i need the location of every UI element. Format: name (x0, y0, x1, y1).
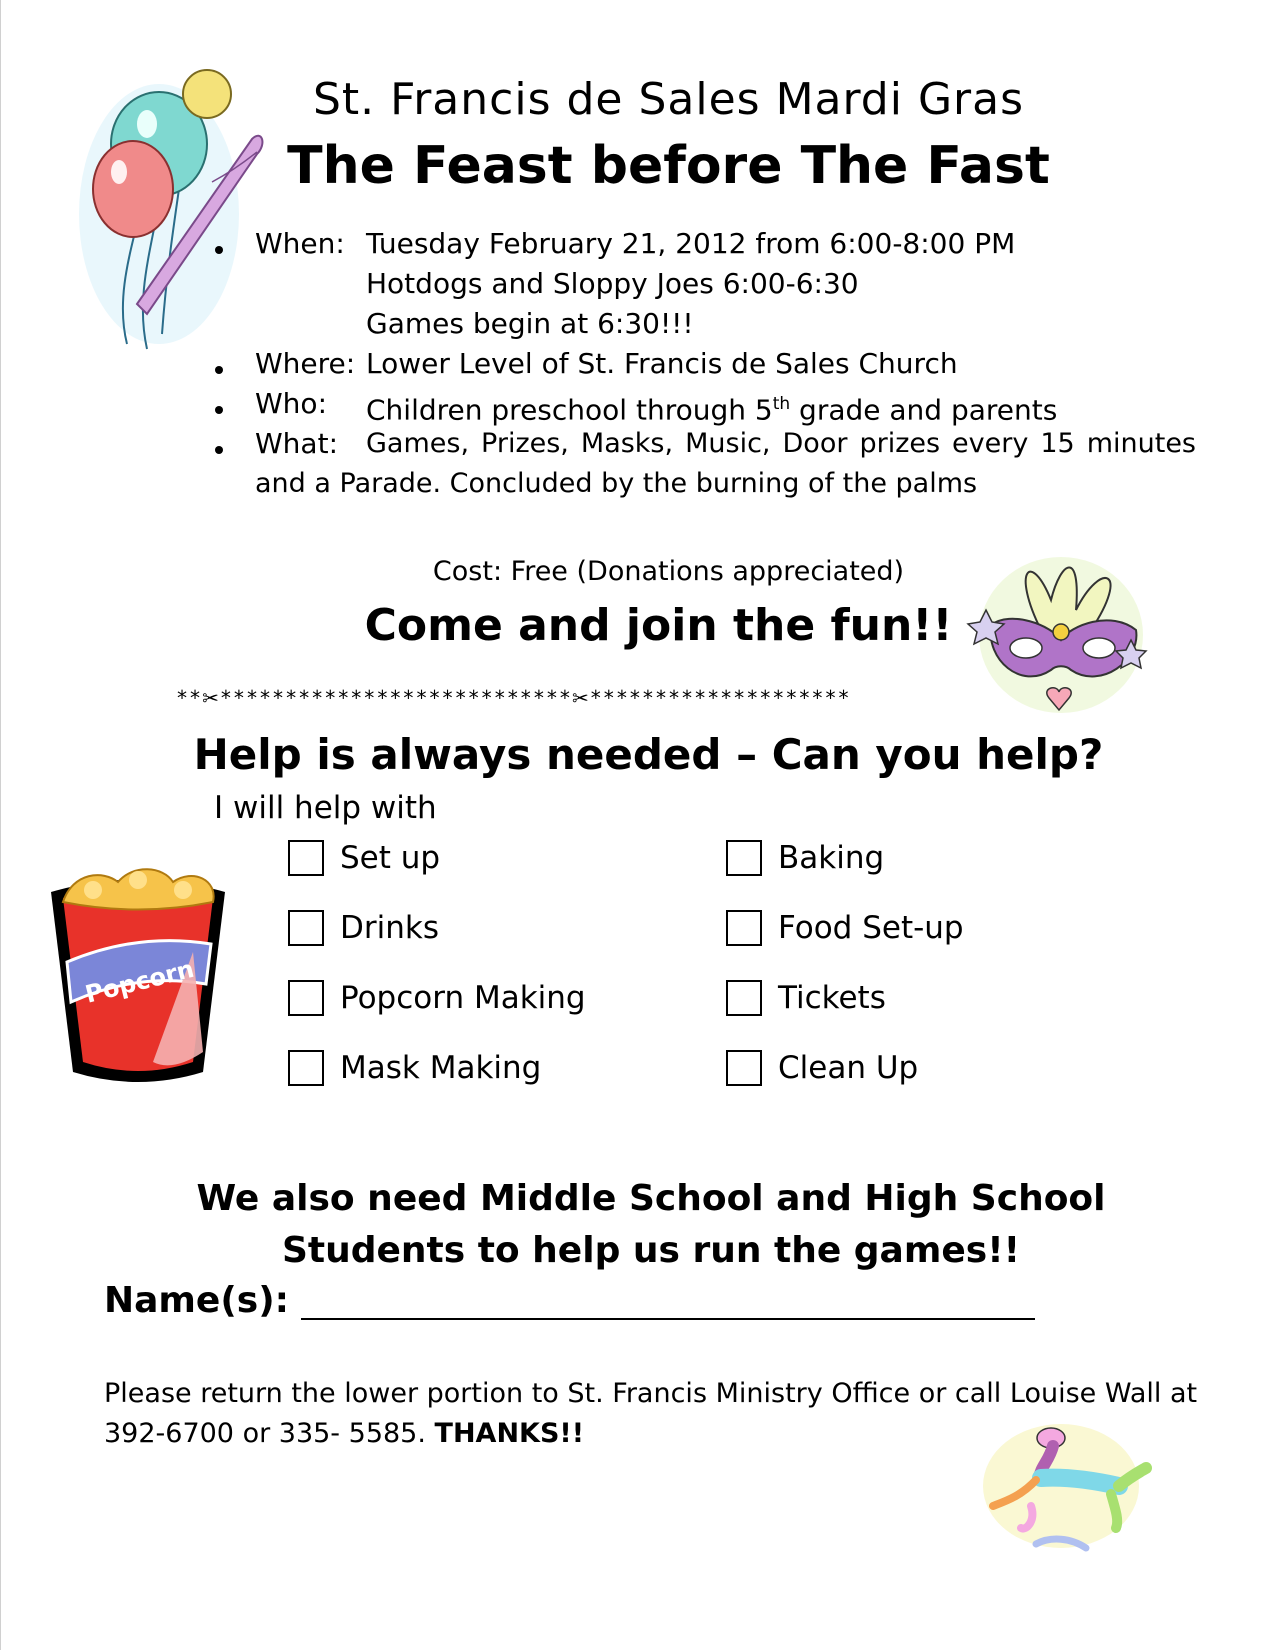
cost-text: Cost: Free (Donations appreciated) (432, 556, 905, 587)
option-label: Tickets (778, 980, 886, 1016)
option-label: Drinks (340, 910, 439, 946)
who-value-sup: th (772, 394, 791, 414)
thanks-text: THANKS!! (434, 1418, 585, 1449)
students-needed-text: We also need Middle School and High School Students to help us run the games!! (196, 1178, 1106, 1271)
option-drinks[interactable] (288, 910, 439, 946)
event-details (1, 224, 1275, 504)
checkbox[interactable] (726, 910, 762, 946)
balloon-animal-clipart (981, 1416, 1151, 1566)
when-line-2: Hotdogs and Sloppy Joes 6:00-6:30 (366, 267, 859, 300)
scissors-icon: ✂ (202, 686, 220, 710)
who-value-text: Children preschool through 5 (366, 393, 773, 427)
who-label: Who: (255, 387, 327, 420)
join-text: Come and join the fun!! (364, 600, 953, 651)
bullet-icon (215, 366, 223, 374)
checkbox[interactable] (726, 980, 762, 1016)
option-label: Mask Making (340, 1050, 542, 1086)
option-label: Baking (778, 840, 885, 876)
option-label: Popcorn Making (340, 980, 586, 1016)
who-value-rest: grade and parents (790, 393, 1058, 427)
option-tickets[interactable] (726, 980, 886, 1016)
cut-line (176, 686, 1056, 710)
name-label: Name(s): (104, 1280, 290, 1321)
checkbox[interactable] (288, 910, 324, 946)
when-label: When: (255, 227, 345, 260)
option-mask-making[interactable] (288, 1050, 541, 1086)
what-value-line1: Games, Prizes, Masks, Music, Door prizes every 15 minutes (366, 428, 1196, 459)
return-text: Please return the lower portion to St. Francis Ministry Office or call Louise Wall at 392-6700 or 335- 5585. (104, 1378, 1198, 1449)
option-label: Set up (340, 840, 441, 876)
scissors-icon: ✂ (571, 686, 590, 710)
bullet-icon (215, 246, 223, 254)
where-label: Where: (255, 347, 356, 380)
bullet-icon (215, 406, 223, 414)
popcorn-clipart (43, 862, 233, 1092)
flyer-subtitle: The Feast before The Fast (287, 136, 1050, 196)
where-value: Lower Level of St. Francis de Sales Church (366, 347, 958, 380)
flyer-title: St. Francis de Sales Mardi Gras (312, 74, 1025, 125)
option-baking[interactable] (726, 840, 884, 876)
option-clean-up[interactable] (726, 1050, 918, 1086)
checkbox[interactable] (288, 1050, 324, 1086)
what-value-line2: and a Parade. Concluded by the burning of the palms (255, 468, 978, 499)
option-popcorn-making[interactable] (288, 980, 586, 1016)
help-heading: Help is always needed – Can you help? (193, 730, 1104, 779)
cut-line-stars: ******************** (589, 686, 851, 710)
when-line-1: Tuesday February 21, 2012 from 6:00-8:00 PM (366, 227, 1016, 260)
popcorn-label: Popcorn (82, 954, 197, 1009)
help-intro: I will help with (214, 790, 437, 826)
checkbox[interactable] (288, 840, 324, 876)
option-food-set-up[interactable] (726, 910, 964, 946)
checkbox[interactable] (726, 840, 762, 876)
checkbox[interactable] (726, 1050, 762, 1086)
option-label: Food Set-up (778, 910, 964, 946)
option-label: Clean Up (778, 1050, 919, 1086)
name-input-line[interactable] (301, 1318, 1035, 1320)
option-set-up[interactable] (288, 840, 440, 876)
cut-line-stars: ** (176, 686, 203, 710)
what-label: What: (255, 427, 339, 460)
when-line-3: Games begin at 6:30!!! (366, 307, 694, 340)
bullet-icon (215, 446, 223, 454)
checkbox[interactable] (288, 980, 324, 1016)
cut-line-stars: *************************** (219, 686, 572, 710)
